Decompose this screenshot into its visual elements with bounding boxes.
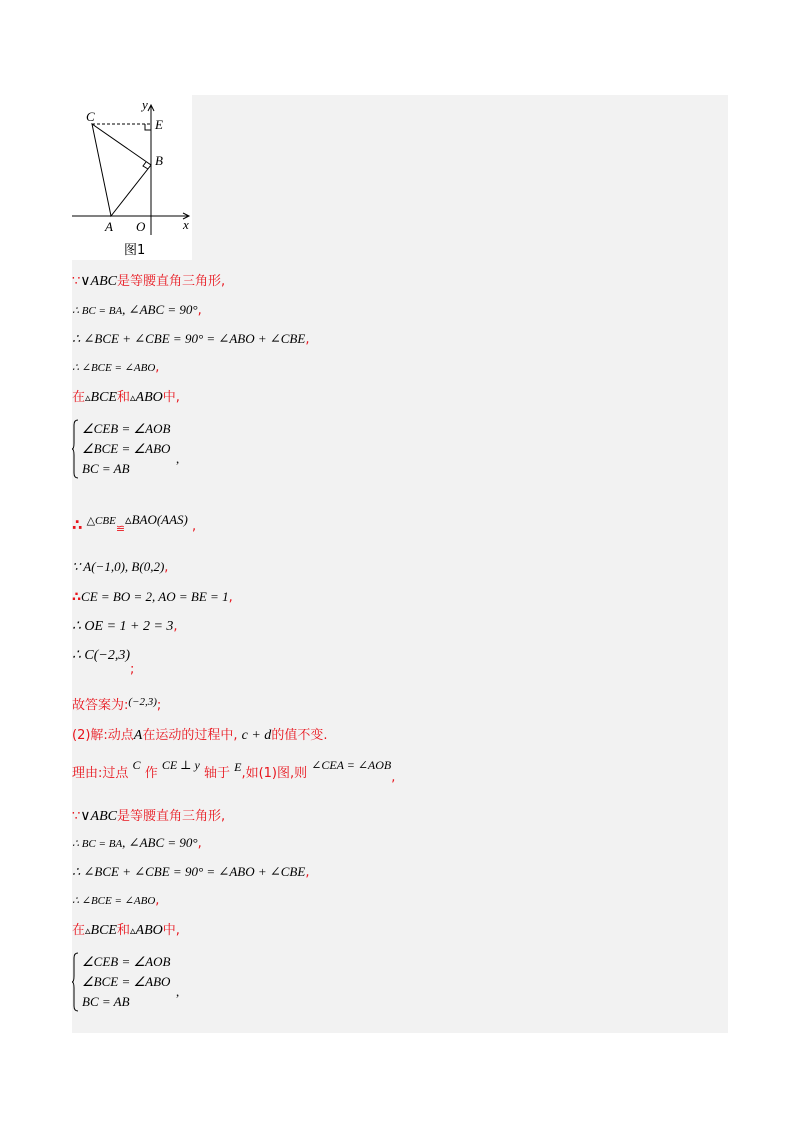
line-12: [72, 727, 327, 745]
line-5: [72, 389, 180, 407]
geometry-diagram: [72, 95, 192, 260]
line-9: [72, 618, 178, 636]
comma: ,: [197, 836, 202, 851]
label-y: y: [142, 97, 148, 112]
text: 在: [72, 923, 86, 938]
comma: ,: [192, 519, 197, 534]
label-e: E: [155, 117, 163, 132]
label-x: x: [183, 217, 189, 232]
line-15: [72, 834, 202, 853]
math: ∴ ∠BCE + ∠CBE = 90° = ∠ABO + ∠CBE: [72, 331, 306, 346]
comma: ,: [228, 590, 233, 605]
comma: ,: [305, 332, 310, 347]
comma: ,: [173, 619, 178, 634]
math: ∴ ∠BCE + ∠CBE = 90° = ∠ABO + ∠CBE: [72, 864, 306, 879]
figure-caption: 图1: [124, 243, 146, 258]
text: 故答案为:: [72, 698, 129, 713]
math: , B(0,2): [124, 559, 165, 574]
math: A: [133, 728, 143, 743]
comma: ,: [164, 560, 169, 575]
label-c: C: [86, 109, 95, 124]
text: 中,: [162, 390, 180, 405]
because-symbol: ∵: [72, 274, 81, 289]
line-18: [72, 922, 180, 940]
text: 轴于: [203, 766, 230, 781]
math: BCE: [90, 923, 117, 938]
math: ABO: [135, 923, 163, 938]
text: (2)解:动点: [72, 728, 134, 743]
congruent-symbol: ≌: [115, 522, 126, 535]
equation-row: ∠CEB = ∠AOB: [82, 954, 171, 969]
equation-system-1: [72, 419, 192, 481]
math: ∠CEA = ∠AOB: [311, 758, 392, 772]
triangle-abc: [92, 124, 151, 216]
math: , ∠ABC = 90°: [122, 302, 198, 317]
text: 是等腰直角三角形,: [116, 809, 226, 824]
comma: ,: [391, 770, 396, 785]
line-8: [72, 588, 233, 607]
triangle-symbol: ▵: [130, 924, 136, 937]
math: ∴ OE = 1 + 2 = 3: [72, 619, 174, 634]
equation-system-2: [72, 952, 192, 1014]
math: ∴ ∠BCE = ∠ABO: [72, 362, 156, 374]
math: ▵BAO(AAS): [125, 512, 188, 527]
text: 作: [144, 766, 158, 781]
comma: ,: [155, 360, 160, 375]
line-16: [72, 863, 309, 882]
text: 在: [72, 390, 86, 405]
equation-row: ∠BCE = ∠ABO: [82, 441, 171, 456]
line-14: [72, 807, 225, 826]
therefore-symbol: ∴: [72, 516, 83, 534]
math: C: [132, 758, 141, 772]
comma: ,: [155, 893, 160, 908]
triangle-symbol: ▵: [130, 391, 136, 404]
line-3: [72, 330, 309, 349]
math: ∴ C(−2,3): [72, 648, 131, 663]
equation-row: BC = AB: [82, 461, 130, 476]
triangle-symbol: ∨: [80, 273, 91, 289]
line-2: [72, 301, 202, 320]
label-b: B: [155, 153, 163, 168]
math: CE ⊥ y: [161, 758, 200, 772]
comma: ,: [176, 984, 180, 999]
math: BCE: [90, 390, 117, 405]
comma: ,: [197, 303, 202, 318]
brace-icon: [72, 952, 79, 1012]
text: 中,: [162, 923, 180, 938]
line-17: [72, 892, 159, 910]
line-4: [72, 359, 159, 377]
figure-1: [72, 95, 192, 260]
math: ∴ ∠BCE = ∠ABO: [72, 895, 156, 907]
math: c + d: [241, 728, 272, 743]
math-abc: ABC: [90, 274, 117, 289]
line-11: [72, 697, 161, 715]
comma: ,: [176, 451, 180, 466]
right-angle-e: [145, 124, 151, 130]
therefore-symbol: ∴: [72, 590, 82, 605]
line-6: [72, 512, 197, 540]
line-1: [72, 272, 225, 291]
triangle-symbol: ▵: [85, 924, 91, 937]
text: ,如(1)图,则: [241, 766, 308, 781]
text: 在运动的过程中,: [142, 728, 238, 743]
label-o: O: [136, 219, 146, 234]
text: 的值不变.: [271, 728, 328, 743]
text: 是等腰直角三角形,: [116, 274, 226, 289]
math: ∵ A(−1,0): [72, 559, 125, 574]
math: , ∠ABC = 90°: [122, 835, 198, 850]
math: △CBE: [86, 515, 116, 527]
right-angle-b: [143, 162, 148, 169]
semicolon: ;: [156, 698, 162, 713]
comma: ,: [305, 865, 310, 880]
because-symbol: ∵: [72, 809, 81, 824]
text: 和: [117, 923, 131, 938]
line-7: [72, 558, 168, 577]
line-10: [72, 647, 134, 677]
equation-row: BC = AB: [82, 994, 130, 1009]
text: 理由:过点: [72, 766, 129, 781]
label-a: A: [105, 219, 113, 234]
math: (−2,3): [128, 696, 157, 708]
triangle-symbol: ▵: [85, 391, 91, 404]
line-13: [72, 758, 396, 788]
equation-row: ∠BCE = ∠ABO: [82, 974, 171, 989]
math: ABO: [135, 390, 163, 405]
triangle-symbol: ∨: [80, 808, 91, 824]
math: , AO = BE = 1: [152, 589, 229, 604]
math: E: [234, 760, 242, 774]
math: ∴ BC = BA: [72, 305, 123, 317]
brace-icon: [72, 419, 79, 479]
equation-row: ∠CEB = ∠AOB: [82, 421, 171, 436]
math-abc: ABC: [90, 809, 117, 824]
text: 和: [117, 390, 131, 405]
semicolon: ;: [130, 662, 135, 677]
math: CE = BO = 2: [81, 589, 153, 604]
math: ∴ BC = BA: [72, 838, 123, 850]
